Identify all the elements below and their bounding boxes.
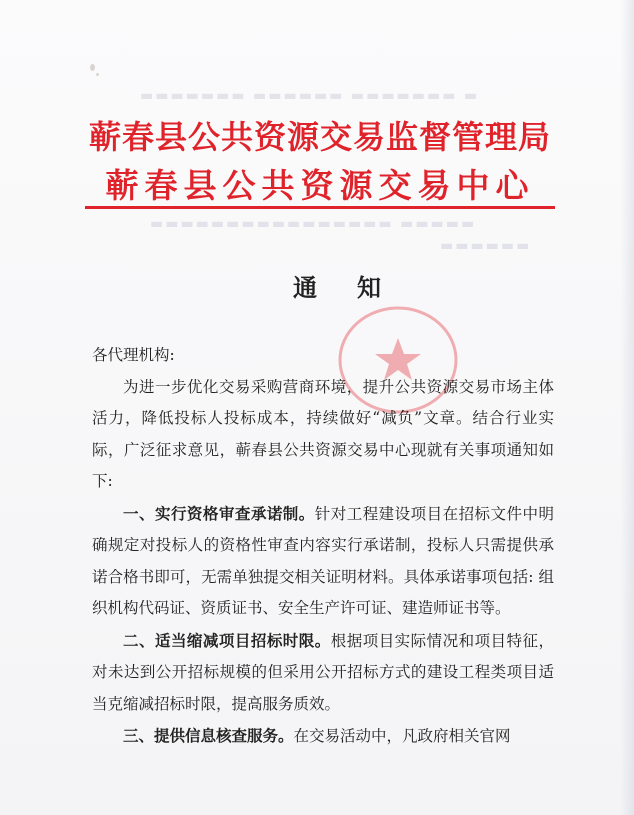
notice-body: [92, 340, 554, 753]
item-2-heading: 二、适当缩减项目招标时限。: [123, 630, 331, 650]
item-1-paragraph: [92, 498, 554, 625]
item-3-body: 在交易活动中，凡政府相关官网: [293, 727, 511, 745]
addressee: 各代理机构:: [92, 346, 175, 364]
show-through-text: ▬▬▬▬▬▬▬ ▬▬▬▬▬▬ ▬▬▬▬▬▬▬ ▬: [140, 88, 480, 104]
item-1-heading: 一、实行资格审查承诺制。: [123, 503, 315, 523]
paper-stain: [90, 64, 95, 71]
paper-stain: [96, 73, 99, 76]
show-through-text: ▬▬▬▬▬▬: [440, 238, 532, 254]
item-2-body: 根据项目实际情况和项目特征，对未达到公开招标规模的但采用公开招标方式的建设工程类项目适当克缩减招标时限，提高服务质效。: [92, 631, 554, 713]
notice-title: 通知: [293, 273, 421, 302]
show-through-text: ▬▬▬▬▬▬▬▬▬▬▬▬▬▬▬▬ ▬▬▬▬▬: [150, 216, 477, 232]
intro-paragraph: 为进一步优化交易采购营商环境，提升公共资源交易市场主体活力，降低投标人投标成本，持续做好“减负”文章。结合行业实际，广泛征求意见，蕲春县公共资源交易中心现就有关事项通知如下:: [92, 377, 554, 490]
item-2-paragraph: [92, 625, 554, 721]
issuer-name-2: 蕲春县公共资源交易中心: [105, 166, 535, 205]
item-3-paragraph: [92, 720, 554, 753]
issuer-name-1: 蕲春县公共资源交易监督管理局: [88, 118, 551, 156]
item-1-body: 针对工程建设项目在招标文件中明确规定对投标人的资格性审查内容实行承诺制，投标人只需提供承诺合格书即可，无需单独提交相关证明材料。具体承诺事项包括: 组织机构代码证、资质证书、安全生产许可证、建造师证书等。: [92, 504, 554, 617]
red-divider-line: [85, 206, 555, 209]
item-3-heading: 三、提供信息核查服务。: [123, 726, 294, 745]
page-edge-shadow: [620, 0, 634, 815]
